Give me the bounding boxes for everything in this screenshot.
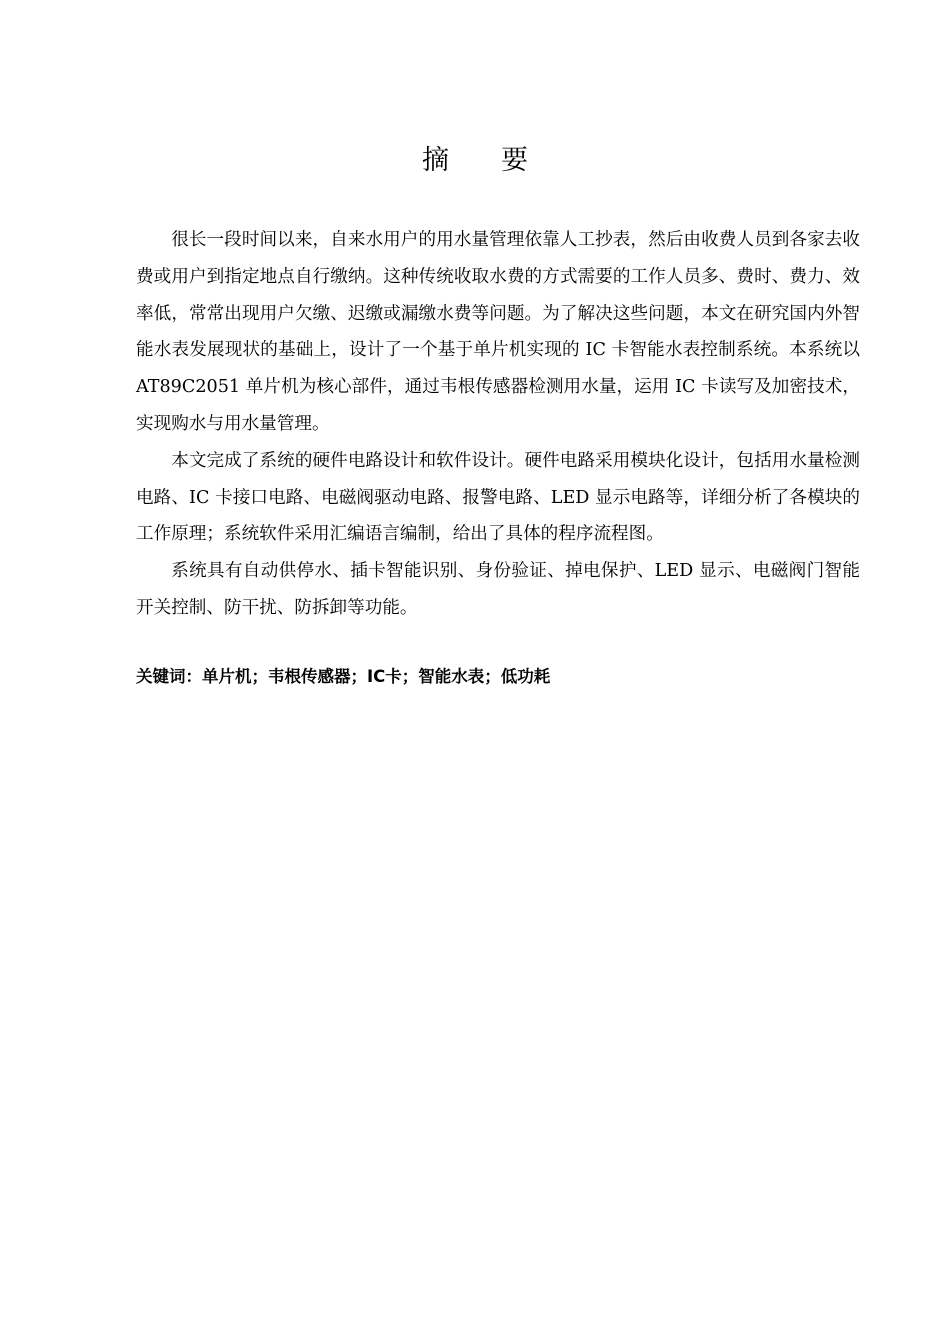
page-title xyxy=(0,138,950,184)
abstract-body xyxy=(136,222,860,627)
title-char-1: 摘 xyxy=(422,145,449,176)
abstract-paragraph-3: 系统具有自动供停水、插卡智能识别、身份验证、掉电保护、LED 显示、电磁阀门智能开关控制、防干扰、防拆卸等功能。 xyxy=(136,561,860,618)
title-char-2: 要 xyxy=(501,145,528,176)
abstract-paragraph-2: 本文完成了系统的硬件电路设计和软件设计。硬件电路采用模块化设计，包括用水量检测电路、IC 卡接口电路、电磁阀驱动电路、报警电路、LED 显示电路等，详细分析了各模块的工作原理；系统软件采用汇编语言编制，给出了具体的程序流程图。 xyxy=(136,450,860,545)
abstract-paragraph-1: 很长一段时间以来，自来水用户的用水量管理依靠人工抄表，然后由收费人员到各家去收费或用户到指定地点自行缴纳。这种传统收取水费的方式需要的工作人员多、费时、费力、效率低，常常出现用户欠缴、迟缴或漏缴水费等问题。为了解决这些问题，本文在研究国内外智能水表发展现状的基础上，设计了一个基于单片机实现的 IC 卡智能水表控制系统。本系统以 AT89C2051 单片机为核心部件，通过韦根传感器检测用水量，运用 IC 卡读写及加密技术，实现购水与用水量管理。 xyxy=(136,230,860,434)
keywords-line: 关键词：单片机；韦根传感器；IC卡；智能水表；低功耗 xyxy=(136,667,551,686)
